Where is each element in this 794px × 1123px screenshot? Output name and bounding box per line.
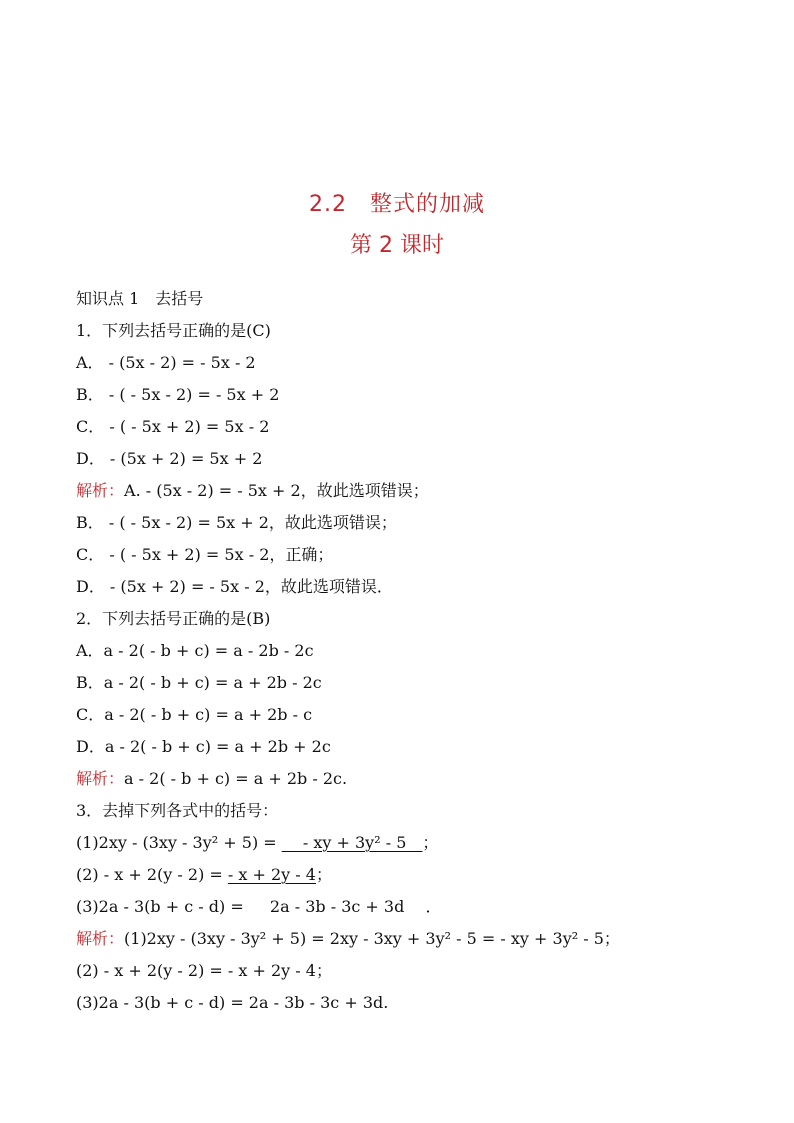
q2-option-a: A．a - 2( - b + c) = a - 2b - 2c — [76, 641, 314, 660]
q2-option-c: C．a - 2( - b + c) = a + 2b - c — [76, 705, 313, 724]
explanation-label: 解析： — [76, 769, 125, 788]
q3-part-3-punct: ． — [425, 897, 442, 916]
q1-explanation-line-1: A. - (5x - 2) = - 5x + 2，故此选项错误； — [124, 481, 429, 500]
q1-explanation-line-4: D． - (5x + 2) = - 5x - 2，故此选项错误． — [76, 577, 393, 596]
q3-part-1 — [76, 832, 736, 864]
section-title: 2.2 整式的加减 — [309, 192, 485, 217]
question-2: 2．下列去括号正确的是(B) — [76, 609, 271, 628]
q3-explanation — [76, 928, 736, 960]
explanation-label: 解析： — [76, 481, 125, 500]
q1-option-b: B． - ( - 5x - 2) = - 5x + 2 — [76, 385, 280, 404]
q3-explanation-line-1: (1)2xy - (3xy - 3y² + 5) = 2xy - 3xy + 3y² - 5 = - xy + 3y² - 5； — [124, 929, 620, 948]
q3-part-2 — [76, 864, 736, 896]
q3-part-2-answer: - x + 2y - 4 — [227, 865, 316, 884]
q1-option-a: A． - (5x - 2) = - 5x - 2 — [76, 353, 256, 372]
q1-option-c: C． - ( - 5x + 2) = 5x - 2 — [76, 417, 270, 436]
q3-part-2-punct: ； — [315, 865, 332, 884]
q1-explanation-line-3: C． - ( - 5x + 2) = 5x - 2，正确； — [76, 545, 334, 564]
q1-explanation — [76, 480, 736, 512]
document-body — [76, 288, 736, 1024]
knowledge-point-heading: 知识点 1 去括号 — [76, 289, 204, 308]
q3-explanation-line-3: (3)2a - 3(b + c - d) = 2a - 3b - 3c + 3d. — [76, 993, 389, 1012]
q3-part-1-stem: (1)2xy - (3xy - 3y² + 5) = — [76, 833, 282, 852]
q3-explanation-line-2: (2) - x + 2(y - 2) = - x + 2y - 4； — [76, 961, 332, 980]
q3-part-3-stem: (3)2a - 3(b + c - d) = — [76, 897, 249, 916]
q1-explanation-line-2: B． - ( - 5x - 2) = 5x + 2，故此选项错误； — [76, 513, 397, 532]
q3-part-1-punct: ； — [422, 833, 439, 852]
q1-option-d: D． - (5x + 2) = 5x + 2 — [76, 449, 263, 468]
q2-explanation-text: a - 2( - b + c) = a + 2b - 2c. — [124, 769, 348, 788]
q2-explanation — [76, 768, 736, 800]
question-3: 3．去掉下列各式中的括号： — [76, 801, 279, 820]
q3-part-3 — [76, 896, 736, 928]
q2-option-d: D．a - 2( - b + c) = a + 2b + 2c — [76, 737, 331, 756]
lesson-title: 第 2 课时 — [350, 233, 444, 258]
question-1: 1．下列去括号正确的是(C) — [76, 321, 271, 340]
q2-option-b: B．a - 2( - b + c) = a + 2b - 2c — [76, 673, 322, 692]
q3-part-2-stem: (2) - x + 2(y - 2) = — [76, 865, 228, 884]
q3-part-3-answer: 2a - 3b - 3c + 3d — [248, 897, 426, 916]
q3-part-1-answer: __ - xy + 3y² - 5__ — [281, 833, 423, 852]
explanation-label: 解析： — [76, 929, 125, 948]
